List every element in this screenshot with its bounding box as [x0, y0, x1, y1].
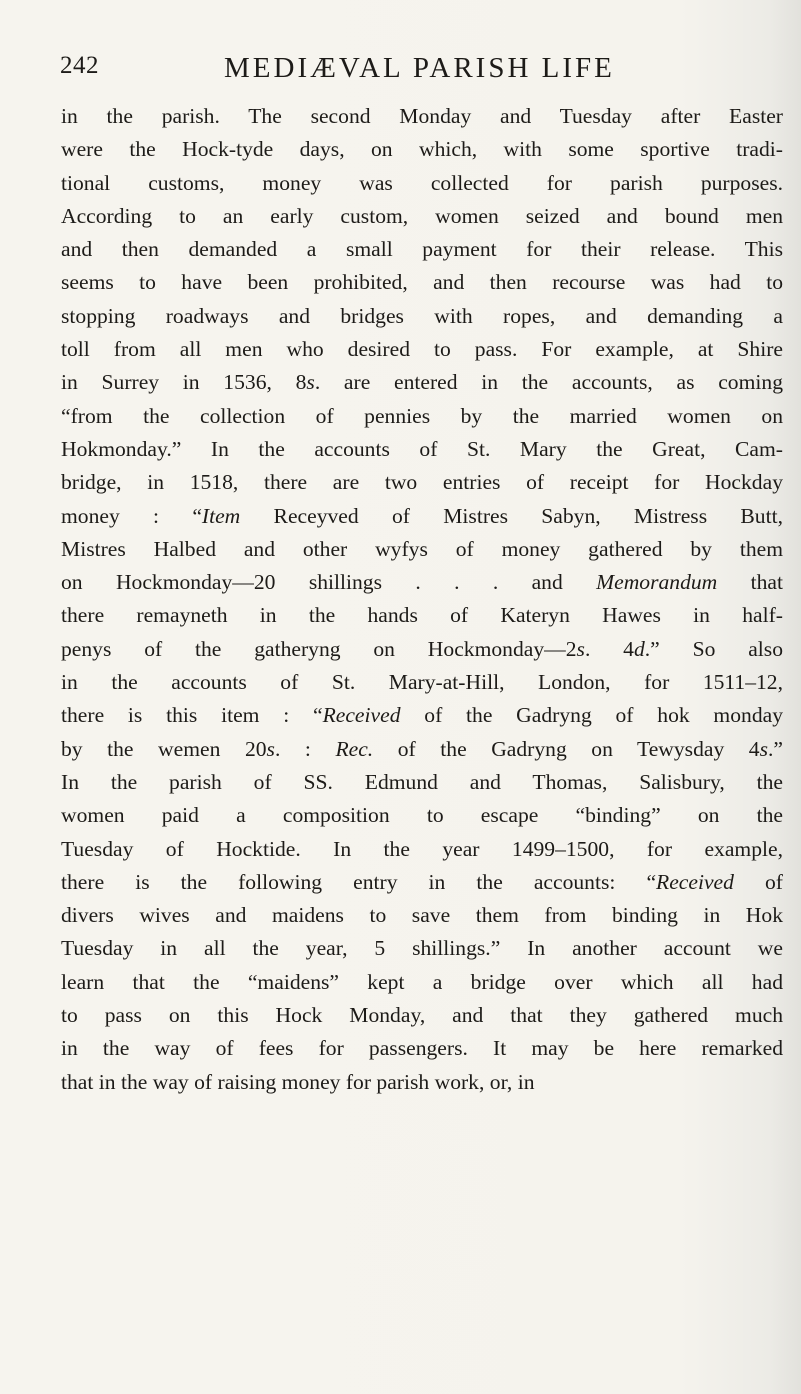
text-line	[61, 899, 783, 932]
text-segment: in the way of fees for passengers. It may be here remarked	[61, 1036, 783, 1061]
text-line	[61, 100, 783, 133]
text-segment: that	[717, 570, 784, 595]
text-line	[61, 599, 783, 632]
text-line	[61, 466, 783, 499]
text-segment: of the Gadryng of hok monday	[400, 703, 783, 728]
text-line	[61, 1066, 783, 1099]
italic-text: Received	[322, 703, 401, 728]
italic-text: Item	[201, 503, 241, 528]
text-line	[61, 333, 783, 366]
text-line	[61, 932, 783, 965]
text-segment: stopping roadways and bridges with ropes, and demanding a	[61, 303, 783, 328]
text-line	[61, 999, 783, 1032]
text-segment: of	[733, 869, 783, 894]
text-segment: learn that the “maidens” kept a bridge over which all had	[61, 969, 783, 994]
text-segment: seems to have been prohibited, and then recourse was had to	[61, 270, 783, 295]
text-line	[61, 799, 783, 832]
text-line	[61, 200, 783, 233]
text-segment: on Hockmonday—20 shillings . . . and	[61, 570, 597, 595]
text-segment: Hokmonday.” In the accounts of St. Mary the Great, Cam-	[61, 436, 783, 461]
text-line	[61, 266, 783, 299]
text-segment: in Surrey in 1536, 8	[61, 370, 307, 395]
text-line	[61, 766, 783, 799]
text-line	[61, 1032, 783, 1065]
text-line	[61, 833, 783, 866]
italic-text: d	[633, 636, 645, 661]
italic-text: Memorandum	[596, 570, 718, 595]
running-title: MEDIÆVAL PARISH LIFE	[224, 52, 615, 84]
text-segment: Receyved of Mistres Sabyn, Mistress Butt,	[240, 503, 783, 528]
page-number: 242	[60, 52, 99, 79]
text-line	[61, 400, 783, 433]
text-segment: bridge, in 1518, there are two entries of receipt for Hockday	[61, 470, 783, 495]
text-segment: . are entered in the accounts, as coming	[314, 370, 783, 395]
text-segment: women paid a composition to escape “binding” on the	[61, 803, 783, 828]
text-line	[61, 866, 783, 899]
body-text	[61, 100, 783, 1099]
text-segment: In the parish of SS. Edmund and Thomas, Salisbury, the	[61, 769, 783, 794]
italic-text: s	[266, 736, 275, 761]
text-segment: . 4	[584, 636, 634, 661]
text-line	[61, 167, 783, 200]
text-segment: that in the way of raising money for parish work, or, in	[61, 1069, 535, 1094]
text-line	[61, 500, 783, 533]
text-segment: Tuesday in all the year, 5 shillings.” In another account we	[61, 936, 783, 961]
text-segment: “from the collection of pennies by the married women on	[61, 403, 783, 428]
italic-text: s	[759, 736, 769, 761]
text-line	[61, 699, 783, 732]
text-segment: .” So also	[644, 636, 784, 661]
text-segment: and then demanded a small payment for their release. This	[61, 237, 783, 262]
text-line	[61, 133, 783, 166]
text-line	[61, 666, 783, 699]
text-line	[61, 966, 783, 999]
text-segment: in the accounts of St. Mary-at-Hill, London, for 1511–12,	[61, 670, 783, 695]
text-segment: money : “	[61, 503, 202, 528]
text-line	[61, 233, 783, 266]
text-segment: penys of the gatheryng on Hockmonday—2	[61, 636, 577, 661]
page-header	[60, 52, 740, 92]
text-segment: . :	[274, 736, 336, 761]
text-line	[61, 533, 783, 566]
italic-text: s	[576, 636, 585, 661]
text-segment: tional customs, money was collected for parish purposes.	[61, 170, 783, 195]
text-segment: divers wives and maidens to save them from binding in Hok	[61, 903, 783, 928]
text-segment: .”	[768, 736, 783, 761]
text-segment: there is this item : “	[61, 703, 323, 728]
text-segment: According to an early custom, women seized and bound men	[61, 203, 783, 228]
italic-text: s	[306, 370, 315, 395]
text-segment: to pass on this Hock Monday, and that they gathered much	[61, 1003, 783, 1028]
text-segment: there is the following entry in the accounts: “	[61, 869, 657, 894]
text-segment: of the Gadryng on Tewysday 4	[373, 736, 760, 761]
text-segment: toll from all men who desired to pass. For example, at Shire	[61, 337, 783, 362]
text-segment: by the wemen 20	[61, 736, 267, 761]
italic-text: Rec.	[335, 736, 374, 761]
text-segment: Mistres Halbed and other wyfys of money gathered by them	[61, 536, 783, 561]
text-line	[61, 433, 783, 466]
text-line	[61, 300, 783, 333]
text-line	[61, 366, 783, 399]
text-line	[61, 733, 783, 766]
text-segment: there remayneth in the hands of Kateryn Hawes in half-	[61, 603, 783, 628]
text-segment: Tuesday of Hocktide. In the year 1499–1500, for example,	[61, 836, 783, 861]
text-line	[61, 633, 783, 666]
italic-text: Received	[656, 869, 734, 894]
text-segment: in the parish. The second Monday and Tuesday after Easter	[61, 104, 783, 128]
text-line	[61, 566, 783, 599]
text-segment: were the Hock-tyde days, on which, with some sportive tradi-	[61, 137, 783, 162]
